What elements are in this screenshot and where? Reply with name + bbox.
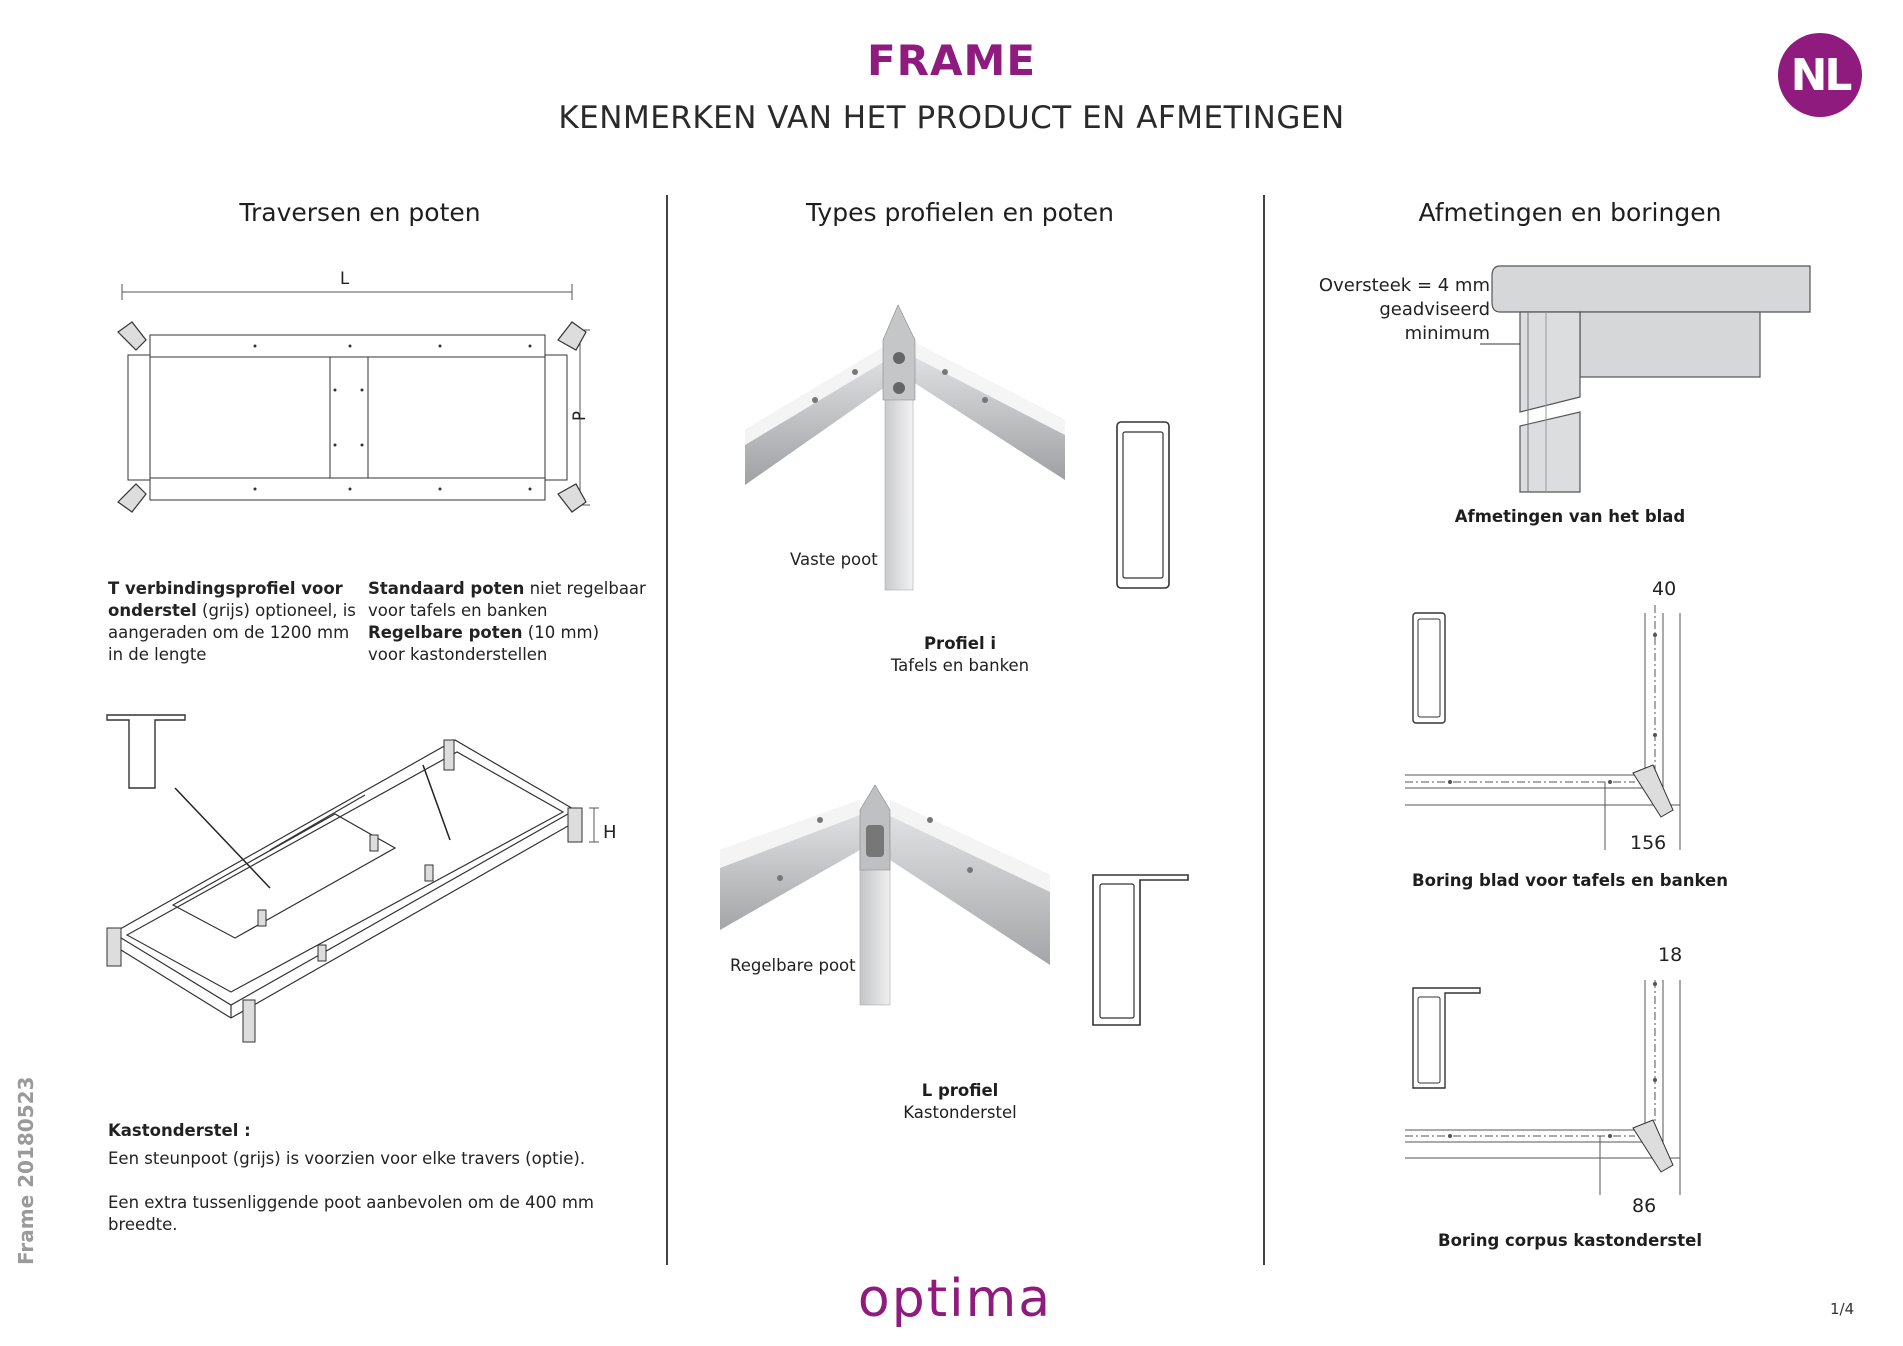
kast-p1: Een steunpoot (grijs) is voorzien voor elke travers (optie). bbox=[108, 1149, 586, 1168]
caption-profile-i-bold: Profiel i bbox=[923, 634, 997, 653]
caption-profile-l-bold: L profiel bbox=[921, 1081, 999, 1100]
note-legs-line4: voor kastonderstellen bbox=[368, 645, 548, 664]
heading-afmetingen: Afmetingen en boringen bbox=[1418, 198, 1722, 227]
table-top-section-drawing bbox=[1490, 262, 1820, 502]
dim-156: 156 bbox=[1630, 832, 1667, 854]
column-divider-1 bbox=[666, 195, 668, 1265]
drilling-table-drawing bbox=[1405, 605, 1705, 855]
drilling-corpus-drawing bbox=[1405, 980, 1705, 1200]
page-title: FRAME bbox=[866, 36, 1037, 85]
note-legs-bold1: Standaard poten bbox=[368, 579, 525, 598]
overhang-label-1: Oversteek = 4 mm bbox=[1318, 275, 1490, 296]
optima-logo-text: optima bbox=[857, 1269, 1053, 1329]
note-legs bbox=[368, 578, 648, 666]
caption-profile-i-text: Tafels en banken bbox=[890, 656, 1030, 675]
kast-p2a: Een extra tussenliggende poot aanbevolen om de 400 mm bbox=[108, 1193, 594, 1212]
kast-p2b: breedte. bbox=[108, 1215, 178, 1234]
overhang-label-2: geadviseerd bbox=[1379, 299, 1490, 320]
side-label: Frame 20180523 bbox=[14, 1076, 38, 1265]
dim-40: 40 bbox=[1652, 578, 1677, 600]
label-length: L bbox=[340, 269, 350, 288]
note-t-profile bbox=[108, 578, 358, 666]
overhang-label-3: minimum bbox=[1404, 323, 1490, 344]
label-fixed-leg: Vaste poot bbox=[790, 550, 878, 569]
profile-l-section bbox=[1090, 870, 1190, 1030]
kast-p2 bbox=[108, 1192, 648, 1236]
note-t-rest1: (grijs) optioneel, is bbox=[196, 601, 356, 620]
note-t-bold1: T verbindingsprofiel voor bbox=[108, 579, 343, 598]
optima-logo bbox=[830, 1268, 1080, 1338]
caption-boring1: Boring blad voor tafels en banken bbox=[1412, 871, 1728, 890]
label-depth: P bbox=[569, 411, 589, 421]
heading-traversen: Traversen en poten bbox=[239, 198, 481, 227]
frame-iso-view-drawing bbox=[105, 700, 625, 1060]
frame-top-view-drawing bbox=[110, 270, 610, 510]
note-t-line4: in de lengte bbox=[108, 645, 207, 664]
dim-18: 18 bbox=[1658, 944, 1683, 966]
label-height: H bbox=[603, 822, 617, 843]
overhang-label bbox=[1280, 274, 1490, 346]
dim-86: 86 bbox=[1632, 1195, 1657, 1217]
note-legs-bold3: Regelbare poten bbox=[368, 623, 523, 642]
caption-profile-l bbox=[840, 1080, 1080, 1124]
caption-blad: Afmetingen van het blad bbox=[1454, 507, 1686, 526]
heading-types: Types profielen en poten bbox=[806, 198, 1114, 227]
column-divider-2 bbox=[1263, 195, 1265, 1265]
caption-profile-i bbox=[840, 633, 1080, 677]
profile-i-section bbox=[1115, 420, 1175, 590]
kast-heading: Kastonderstel : bbox=[108, 1121, 251, 1140]
caption-profile-l-text: Kastonderstel bbox=[903, 1103, 1017, 1122]
note-legs-rest3: (10 mm) bbox=[522, 623, 600, 642]
note-legs-line2: voor tafels en banken bbox=[368, 601, 548, 620]
page-subtitle: KENMERKEN VAN HET PRODUCT EN AFMETINGEN bbox=[558, 100, 1345, 136]
note-legs-rest1: niet regelbaar bbox=[524, 579, 646, 598]
caption-boring2: Boring corpus kastonderstel bbox=[1438, 1231, 1702, 1250]
page-number: 1/4 bbox=[1830, 1300, 1855, 1318]
label-adjustable-leg: Regelbare poot bbox=[730, 956, 856, 975]
note-t-line3: aangeraden om de 1200 mm bbox=[108, 623, 350, 642]
note-t-bold2: onderstel bbox=[108, 601, 197, 620]
language-badge: NL bbox=[1778, 33, 1862, 117]
